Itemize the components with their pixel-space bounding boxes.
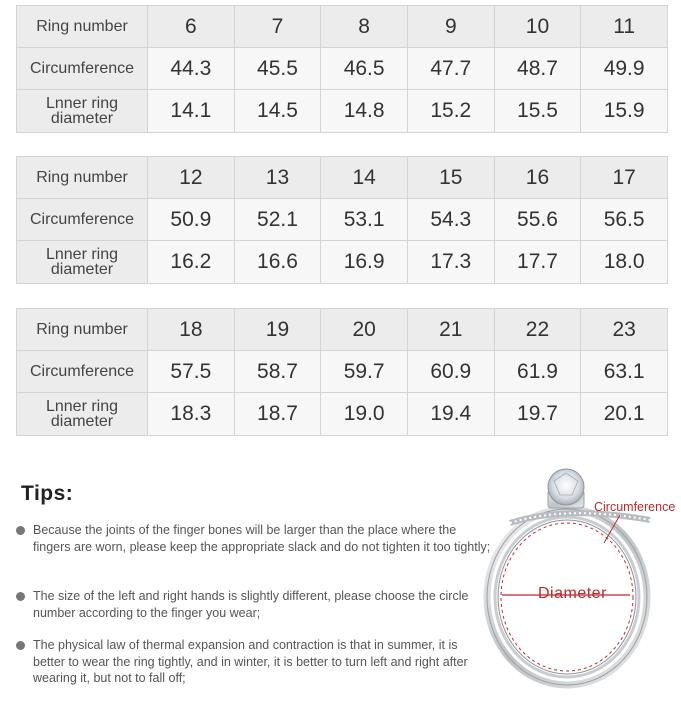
circumference-cell: 52.1 bbox=[234, 199, 321, 241]
circumference-cell: 61.9 bbox=[494, 351, 581, 393]
diameter-label bbox=[17, 393, 148, 436]
circumference-label: Circumference bbox=[17, 351, 148, 393]
tip-item bbox=[16, 588, 491, 621]
diameter-cell: 14.1 bbox=[148, 90, 235, 133]
diameter-row bbox=[17, 90, 668, 133]
bullet-icon bbox=[16, 526, 25, 535]
size-cell: 8 bbox=[321, 6, 408, 48]
diameter-label bbox=[17, 241, 148, 284]
size-cell: 12 bbox=[148, 157, 235, 199]
size-cell: 7 bbox=[234, 6, 321, 48]
size-cell: 11 bbox=[581, 6, 668, 48]
diameter-label-line2: diameter bbox=[50, 261, 114, 278]
diameter-cell: 15.5 bbox=[494, 90, 581, 133]
tip-item bbox=[16, 637, 491, 687]
diameter-cell: 15.2 bbox=[407, 90, 494, 133]
bullet-icon bbox=[16, 641, 25, 650]
size-cell: 17 bbox=[581, 157, 668, 199]
ring-number-row bbox=[17, 157, 668, 199]
circumference-cell: 49.9 bbox=[581, 48, 668, 90]
circumference-cell: 56.5 bbox=[581, 199, 668, 241]
size-cell: 16 bbox=[494, 157, 581, 199]
circumference-cell: 63.1 bbox=[581, 351, 668, 393]
bullet-icon bbox=[16, 592, 25, 601]
diameter-cell: 16.6 bbox=[234, 241, 321, 284]
tip-text: The size of the left and right hands is slightly different, please choose the circle number according to the finger you wear; bbox=[33, 589, 469, 620]
size-cell: 21 bbox=[407, 309, 494, 351]
diameter-cell: 17.3 bbox=[407, 241, 494, 284]
diameter-label-line2: diameter bbox=[50, 413, 114, 430]
size-cell: 14 bbox=[321, 157, 408, 199]
size-cell: 18 bbox=[148, 309, 235, 351]
diameter-row bbox=[17, 241, 668, 284]
circumference-cell: 50.9 bbox=[148, 199, 235, 241]
diameter-cell: 14.5 bbox=[234, 90, 321, 133]
circumference-cell: 47.7 bbox=[407, 48, 494, 90]
diameter-diagram-label: Diameter bbox=[538, 585, 607, 602]
ring-number-label: Ring number bbox=[17, 6, 148, 48]
diameter-cell: 17.7 bbox=[494, 241, 581, 284]
circumference-label: Circumference bbox=[17, 199, 148, 241]
size-cell: 23 bbox=[581, 309, 668, 351]
diameter-cell: 19.7 bbox=[494, 393, 581, 436]
diameter-label bbox=[17, 90, 148, 133]
tip-text: Because the joints of the finger bones will be larger than the place where the fingers are worn, please keep the appropriate slack and do not tighten it too tightly; bbox=[33, 523, 491, 554]
diameter-cell: 16.2 bbox=[148, 241, 235, 284]
diameter-label-line1: Lnner ring bbox=[45, 95, 119, 112]
diameter-label-line2: diameter bbox=[50, 110, 114, 127]
circumference-cell: 45.5 bbox=[234, 48, 321, 90]
size-cell: 9 bbox=[407, 6, 494, 48]
circumference-cell: 60.9 bbox=[407, 351, 494, 393]
ring-number-label: Ring number bbox=[17, 309, 148, 351]
circumference-cell: 48.7 bbox=[494, 48, 581, 90]
ring-number-label: Ring number bbox=[17, 157, 148, 199]
diameter-cell: 18.7 bbox=[234, 393, 321, 436]
circumference-row bbox=[17, 351, 668, 393]
diameter-cell: 19.0 bbox=[321, 393, 408, 436]
diameter-cell: 19.4 bbox=[407, 393, 494, 436]
gem-stone bbox=[548, 469, 584, 505]
circumference-cell: 59.7 bbox=[321, 351, 408, 393]
circumference-cell: 55.6 bbox=[494, 199, 581, 241]
diameter-cell: 20.1 bbox=[581, 393, 668, 436]
diameter-label-line1: Lnner ring bbox=[45, 398, 119, 415]
diameter-cell: 18.3 bbox=[148, 393, 235, 436]
size-table-3 bbox=[16, 308, 668, 436]
size-table-2 bbox=[16, 156, 668, 284]
diameter-cell: 14.8 bbox=[321, 90, 408, 133]
circumference-cell: 58.7 bbox=[234, 351, 321, 393]
circumference-row bbox=[17, 199, 668, 241]
diameter-cell: 15.9 bbox=[581, 90, 668, 133]
diameter-row bbox=[17, 393, 668, 436]
size-cell: 19 bbox=[234, 309, 321, 351]
circumference-row bbox=[17, 48, 668, 90]
size-cell: 13 bbox=[234, 157, 321, 199]
diameter-cell: 16.9 bbox=[321, 241, 408, 284]
size-cell: 6 bbox=[148, 6, 235, 48]
size-table-1 bbox=[16, 5, 668, 133]
size-cell: 20 bbox=[321, 309, 408, 351]
diameter-label-line1: Lnner ring bbox=[45, 246, 119, 263]
ring-number-row bbox=[17, 6, 668, 48]
tip-text: The physical law of thermal expansion and contraction is that in summer, it is better to wear the ring tightly, and in winter, it is better to turn left and right after wearing it, but not to fall off; bbox=[33, 638, 468, 685]
circumference-cell: 57.5 bbox=[148, 351, 235, 393]
circumference-cell: 54.3 bbox=[407, 199, 494, 241]
tip-item bbox=[16, 522, 491, 555]
circumference-cell: 44.3 bbox=[148, 48, 235, 90]
size-cell: 15 bbox=[407, 157, 494, 199]
circumference-cell: 46.5 bbox=[321, 48, 408, 90]
size-cell: 22 bbox=[494, 309, 581, 351]
size-cell: 10 bbox=[494, 6, 581, 48]
ring-number-row bbox=[17, 309, 668, 351]
diameter-cell: 18.0 bbox=[581, 241, 668, 284]
circumference-diagram-label: Circumference bbox=[594, 500, 676, 514]
tips-title: Tips: bbox=[21, 482, 74, 505]
circumference-label: Circumference bbox=[17, 48, 148, 90]
circumference-cell: 53.1 bbox=[321, 199, 408, 241]
